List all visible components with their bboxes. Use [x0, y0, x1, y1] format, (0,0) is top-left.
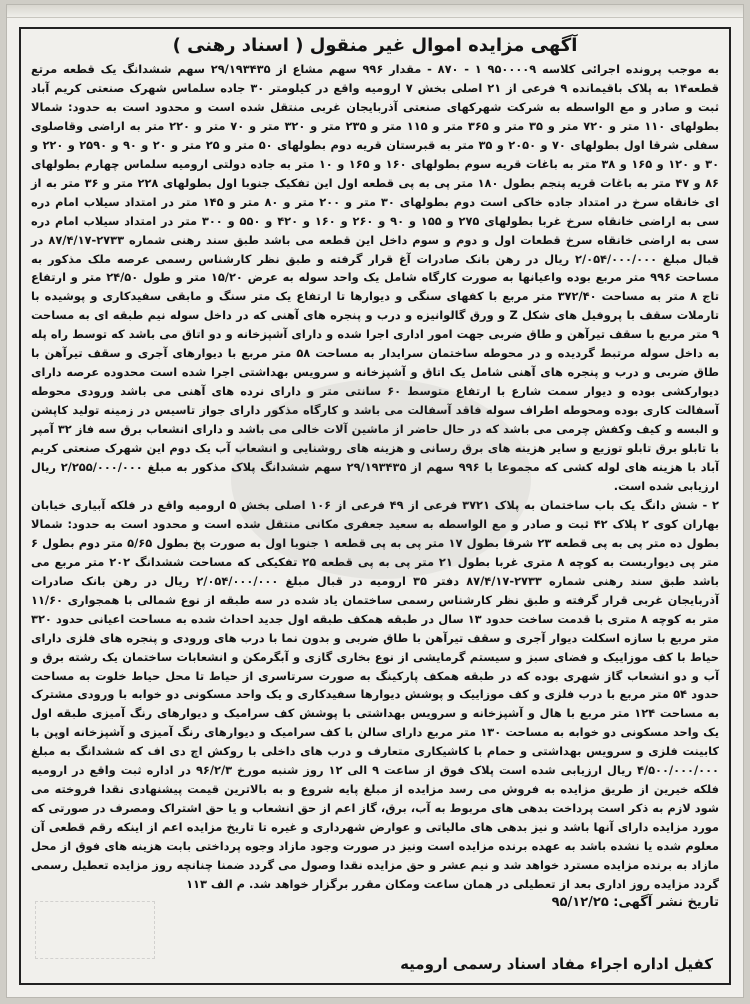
- auction-notice-box: [19, 27, 731, 985]
- signature-line: کفیل اداره اجراء مفاد اسناد رسمی ارومیه: [400, 955, 713, 973]
- notice-paragraph-2: ۲ - شش دانگ یک باب ساختمان به پلاک ۳۷۲۱ فرعی از ۴۹ فرعی از ۱۰۶ اصلی بخش ۵ ارومیه واقع در فلکه آبیاری خیابان بهاران کوی ۲ پلاک ۴۲ ثبت و صادر و مع الواسطه به سعید جعفری مکانی منتقل شده است و محدود است به حدود: شمالا بطول ده متر پی به پی قطعه ۲۳ شرقا بطول ۱۷ متر پی به پی قطعه ۱ جنوبا اول به صورت پخ بطول ۵/۶۵ متر دوم بطول ۶ متر پی دیواربست به کوچه ۸ متری غربا بطول ۲۱ متر پی به پی قطعه ۲۵ تفکیکی که مساحت ششدانگ ۲۰۲ متر مربع می باشد طبق سند رهنی شماره ۲۷۳۳-۸۷/۴/۱۷ دفتر ۳۵ ارومیه در قبال مبلغ ۲/۰۵۴/۰۰۰/۰۰۰ ریال در رهن بانک صادرات آذربایجان غربی قرار گرفته و طبق نظر کارشناس رسمی ساختمان یاد شده در سه طبقه از نوع شمالی با همجواری ۱۱/۶۰ متر به کوچه ۸ متری با قدمت ساخت حدود ۱۳ سال در طبقه همکف طبقه اول جدید احداث شده به مساحت اعیانی حدود ۳۲۰ متر مربع با سازه اسکلت دیوار آجری و سقف تیرآهن با طاق ضربی و بدون نما با درب های ورودی و پنجره های فلزی دارای حیاط با کف موزاییک و فضای سبز و سیستم گرمایشی از نوع بخاری گازی و آبگرمکن و انشعابات ساختمان یک رشته برق و آب و دو انشعاب گاز شهری بوده که در طبقه همکف پارکینگ به صورت سرتاسری از حیاط تا محل حیاط خلوت به مساحت حدود ۵۴ متر مربع با درب فلزی و کف موزاییک و پوشش دیوارها سفیدکاری و یک واحد مسکونی دو خوابه با ورودی مشترک به مساحت ۱۲۴ متر مربع با هال و آشپزخانه و سرویس بهداشتی با پوشش کف سرامیک و دیوارهای رنگ آمیزی طبقه اول یک واحد مسکونی دو خوابه به مساحت ۱۳۰ متر مربع دارای سالن با کف سرامیک و دیوارهای رنگ آمیزی و آشپزخانه اوپن با کابینت فلزی و سرویس بهداشتی و حمام با کاشیکاری متعارف و درب های داخلی با روکش اچ دی اف که ششدانگ به مبلغ ۴/۵۰۰/۰۰۰/۰۰۰ ریال ارزیابی شده است پلاک فوق از ساعت ۹ الی ۱۲ روز شنبه مورخ ۹۶/۲/۳ در اداره ثبت واقع در ارومیه فلکه خیرین از طریق مزایده به فروش می رسد مزایده از مبلغ پایه شروع و به بالاترین قیمت پیشنهادی نقدا فروخته می شود لازم به ذکر است پرداخت بدهی های مربوط به آب، برق، گاز اعم از حق انشعاب و یا حق اشتراک ومصرف در صورتی که مورد مزایده دارای آنها باشد و نیز بدهی های مالیاتی و عوارض شهرداری و غیره تا تاریخ مزایده اعم از اینکه رقم قطعی آن معلوم شده یا نشده باشد به عهده برنده مزایده است ونیز در صورت وجود مازاد وجوه پرداختی بابت هزینه های فوق از محل مازاد به برنده مزایده مسترد خواهد شد و نیم عشر و حق مزایده نقدا وصول می گردد ضمنا چنانچه روز مزایده تعطیل رسمی گردد مزایده روز اداری بعد از تعطیلی در همان ساعت ومکان مقرر برگزار خواهد شد. م الف ۱۱۳: [31, 497, 720, 891]
- watermark: [231, 379, 531, 579]
- notice-title: آگهی مزایده اموال غیر منقول ( اسناد رهنی ): [172, 35, 578, 56]
- publication-date: تاریخ نشر آگهی: ۹۵/۱۲/۲۵: [551, 894, 719, 910]
- previous-column-strip: [7, 5, 743, 18]
- notice-paragraph-1: به موجب پرونده اجرائی کلاسه ۹۵۰۰۰۰۹ ۱ - ۸۷۰ - مقدار ۹۹۶ سهم مشاع از ۲۹/۱۹۳۴۳۵ سهم ششدانگ یک قطعه مرتع قطعه۱۴ به پلاک باقیمانده ۹ فرعی از ۲۱ اصلی بخش ۷ ارومیه واقع در کیلومتر ۳۰ جاده سلماس شهرک صنعتی کریم آباد ثبت و صادر و مع الواسطه به شرکت شهرکهای صنعتی آذربایجان غربی منتقل شده است و محدود است به حدود: شمالا بطولهای ۱۱۰ متر و ۷۲۰ متر و ۳۵ متر و ۳۶۵ متر و ۱۱۵ متر و ۲۳۵ متر و ۳۲۰ متر و ۷۰ متر و ۲۲۰ متر به اراضی وقاصلوی سفلی شرقا اول بطولهای ۷۰ و ۲۰۵۰ و ۳۵ متر به قبرستان قریه دوم بطولهای ۵۰ متر و ۲۵ متر و ۲۰ و ۹۰ و ۲۵۹۰ و ۲۲۰ و ۳۰ و ۱۲۰ و ۱۶۵ و ۳۸ متر به باغات قریه سوم بطولهای ۱۶۰ و ۱۶۵ و ۱۰ متر به جاده دولتی ارومیه سلماس چهارم بطولهای ۸۶ و ۴۷ متر به باغات قریه پنجم بطول ۱۸۰ متر پی به پی قطعه اول این تفکیک جنوبا اول بطولهای ۲۲۸ متر و ۳۶ متر به از ای خانقاه سرخ در امتداد جاده خاکی است دوم بطولهای ۳۰ متر و ۲۰۰ متر و ۸۰ متر و ۱۴۵ متر در امتداد سیلاب امام دره سی به اراضی خانقاه سرخ غربا بطولهای ۲۷۵ و ۱۵۵ و ۹۰ و ۲۶۰ و ۱۶۰ و ۴۲۰ و ۵۵۰ و ۳۰۰ متر در امتداد سیلاب امام دره سی به اراضی خانقاه سرخ قطعات اول و دوم و سوم داخل این قطعه می باشد طبق سند رهنی شماره ۲۷۳۳-۸۷/۴/۱۷ در قبال مبلغ ۲/۰۵۴/۰۰۰/۰۰۰ ریال در رهن بانک صادرات آغ قرار گرفته و طبق نظر کارشناس رسمی عرصه ملک مذکور به مساحت ۹۹۶ متر مربع بوده واعیانها به صورت کارگاه شامل یک واحد سوله به عرض ۱۵/۲۰ متر و طول ۲۴/۵۰ متر و ارتفاع تاج ۸ متر به مساحت ۳۷۲/۴۰ متر مربع با کفهای سنگی و دیوارها تا ارتفاع یک متر سنگ و مابقی سفیدکاری و پوشیده با تارملات سقف با پروفیل های شکل Z و ورق گالوانیزه و درب و پنجره های آهنی که در داخل سوله نیم طبقه ای به مساحت ۹ متر مربع با سقف تیرآهن و طاق ضربی جهت امور اداری اجرا شده و دارای آشپزخانه و دو اتاق می باشد که توسط راه پله به داخل سوله مرتبط گردیده و در محوطه ساختمان سرایدار به مساحت ۵۸ متر مربع با دیوارهای آجری و سقف تیرآهن با طاق ضربی و درب و پنجره های آهنی شامل یک اتاق و آشپزخانه و سرویس بهداشتی اجرا شده است محدوده عرصه دارای دیوارکشی بوده و دیوار سمت شارع با ارتفاع متوسط ۶۰ سانتی متر و دارای نرده های آهنی می باشد ورودی محوطه آسفالت کاری بوده ومحوطه اطراف سوله فاقد آسفالت می باشد و کارگاه مذکور دارای جواز تاسیس در زمینه تولید کاپشن و البسه و کیف وکفش چرمی می باشد که در حال حاضر از ماشین آلات خالی می باشد و دارای انشعاب برق سه فاز ۳۲ آمپر با تابلو برق تابلو توزیع و سایر هزینه های برق رسانی و هزینه های روشنایی و انشعاب آب یک دوم این شهرک صنعتی کریم آباد با هزینه های لوله کشی که مجموعا با ۹۹۶ سهم از ۲۹/۱۹۳۴۳۵ سهم ششدانگ پلاک مذکور به مبلغ ۲/۲۵۵/۰۰۰/۰۰۰ ریال ارزیابی شده است.: [31, 62, 720, 493]
- newspaper-page: [6, 4, 744, 998]
- faded-stamp: [35, 901, 155, 959]
